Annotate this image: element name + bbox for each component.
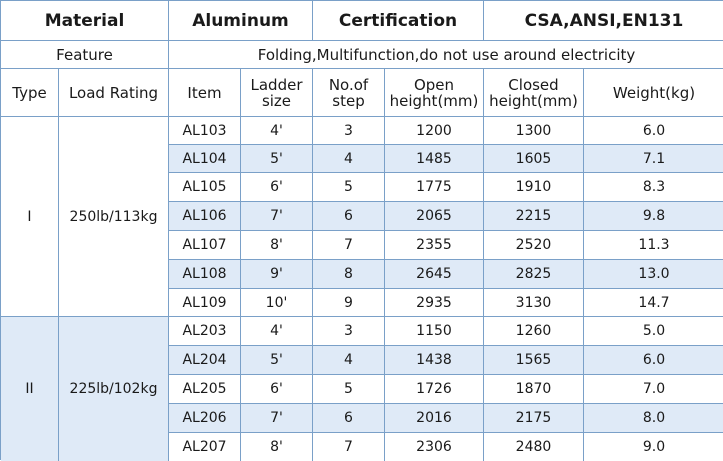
- weight-cell: 6.0: [584, 117, 723, 145]
- type-cell: I: [1, 117, 59, 317]
- ladder-size-cell: 6': [241, 173, 313, 202]
- steps-cell: 5: [313, 375, 385, 404]
- closed-height-cell: 2480: [484, 433, 584, 461]
- ladder-size-cell: 10': [241, 289, 313, 317]
- item-cell: AL107: [169, 231, 241, 260]
- steps-cell: 4: [313, 145, 385, 173]
- weight-cell: 5.0: [584, 317, 723, 346]
- weight-cell: 7.1: [584, 145, 723, 173]
- ladder-size-cell: 7': [241, 404, 313, 433]
- ladder-size-cell: 7': [241, 202, 313, 231]
- item-cell: AL106: [169, 202, 241, 231]
- open-height-cell: 1485: [385, 145, 484, 173]
- column-header-weight: Weight(kg): [584, 69, 723, 117]
- item-cell: AL103: [169, 117, 241, 145]
- column-header-closed-height: Closed height(mm): [484, 69, 584, 117]
- closed-height-cell: 2215: [484, 202, 584, 231]
- feature-value: Folding,Multifunction,do not use around electricity: [169, 41, 723, 69]
- ladder-size-cell: 5': [241, 145, 313, 173]
- item-cell: AL207: [169, 433, 241, 461]
- item-cell: AL104: [169, 145, 241, 173]
- column-header-load-rating: Load Rating: [59, 69, 169, 117]
- ladder-size-cell: 9': [241, 260, 313, 289]
- column-header-ladder-size: Ladder size: [241, 69, 313, 117]
- closed-height-cell: 1260: [484, 317, 584, 346]
- item-cell: AL109: [169, 289, 241, 317]
- item-cell: AL204: [169, 346, 241, 375]
- column-header-steps: No.of step: [313, 69, 385, 117]
- certification-label: Certification: [313, 1, 484, 41]
- open-height-cell: 1438: [385, 346, 484, 375]
- open-height-cell: 1726: [385, 375, 484, 404]
- steps-cell: 6: [313, 202, 385, 231]
- item-cell: AL108: [169, 260, 241, 289]
- closed-height-cell: 2175: [484, 404, 584, 433]
- certification-value: CSA,ANSI,EN131: [484, 1, 723, 41]
- column-header-item: Item: [169, 69, 241, 117]
- material-label: Material: [1, 1, 169, 41]
- open-height-cell: 2355: [385, 231, 484, 260]
- weight-cell: 14.7: [584, 289, 723, 317]
- closed-height-cell: 1300: [484, 117, 584, 145]
- load-rating-cell: 225lb/102kg: [59, 317, 169, 461]
- load-rating-cell: 250lb/113kg: [59, 117, 169, 317]
- weight-cell: 7.0: [584, 375, 723, 404]
- open-height-cell: 1775: [385, 173, 484, 202]
- type-cell: II: [1, 317, 59, 461]
- closed-height-cell: 1565: [484, 346, 584, 375]
- item-cell: AL206: [169, 404, 241, 433]
- steps-cell: 6: [313, 404, 385, 433]
- closed-height-cell: 1605: [484, 145, 584, 173]
- open-height-cell: 2306: [385, 433, 484, 461]
- steps-cell: 7: [313, 433, 385, 461]
- steps-cell: 7: [313, 231, 385, 260]
- weight-cell: 6.0: [584, 346, 723, 375]
- ladder-size-cell: 4': [241, 117, 313, 145]
- weight-cell: 11.3: [584, 231, 723, 260]
- ladder-size-cell: 5': [241, 346, 313, 375]
- item-cell: AL205: [169, 375, 241, 404]
- steps-cell: 3: [313, 117, 385, 145]
- ladder-size-cell: 4': [241, 317, 313, 346]
- material-value: Aluminum: [169, 1, 313, 41]
- feature-label: Feature: [1, 41, 169, 69]
- ladder-size-cell: 8': [241, 433, 313, 461]
- weight-cell: 9.0: [584, 433, 723, 461]
- ladder-size-cell: 6': [241, 375, 313, 404]
- open-height-cell: 2645: [385, 260, 484, 289]
- weight-cell: 8.0: [584, 404, 723, 433]
- open-height-cell: 1200: [385, 117, 484, 145]
- closed-height-cell: 2520: [484, 231, 584, 260]
- item-cell: AL203: [169, 317, 241, 346]
- open-height-cell: 1150: [385, 317, 484, 346]
- ladder-size-cell: 8': [241, 231, 313, 260]
- steps-cell: 4: [313, 346, 385, 375]
- closed-height-cell: 1910: [484, 173, 584, 202]
- steps-cell: 5: [313, 173, 385, 202]
- open-height-cell: 2065: [385, 202, 484, 231]
- item-cell: AL105: [169, 173, 241, 202]
- closed-height-cell: 1870: [484, 375, 584, 404]
- column-header-open-height: Open height(mm): [385, 69, 484, 117]
- weight-cell: 9.8: [584, 202, 723, 231]
- steps-cell: 8: [313, 260, 385, 289]
- open-height-cell: 2935: [385, 289, 484, 317]
- closed-height-cell: 2825: [484, 260, 584, 289]
- steps-cell: 9: [313, 289, 385, 317]
- column-header-type: Type: [1, 69, 59, 117]
- weight-cell: 13.0: [584, 260, 723, 289]
- steps-cell: 3: [313, 317, 385, 346]
- closed-height-cell: 3130: [484, 289, 584, 317]
- weight-cell: 8.3: [584, 173, 723, 202]
- open-height-cell: 2016: [385, 404, 484, 433]
